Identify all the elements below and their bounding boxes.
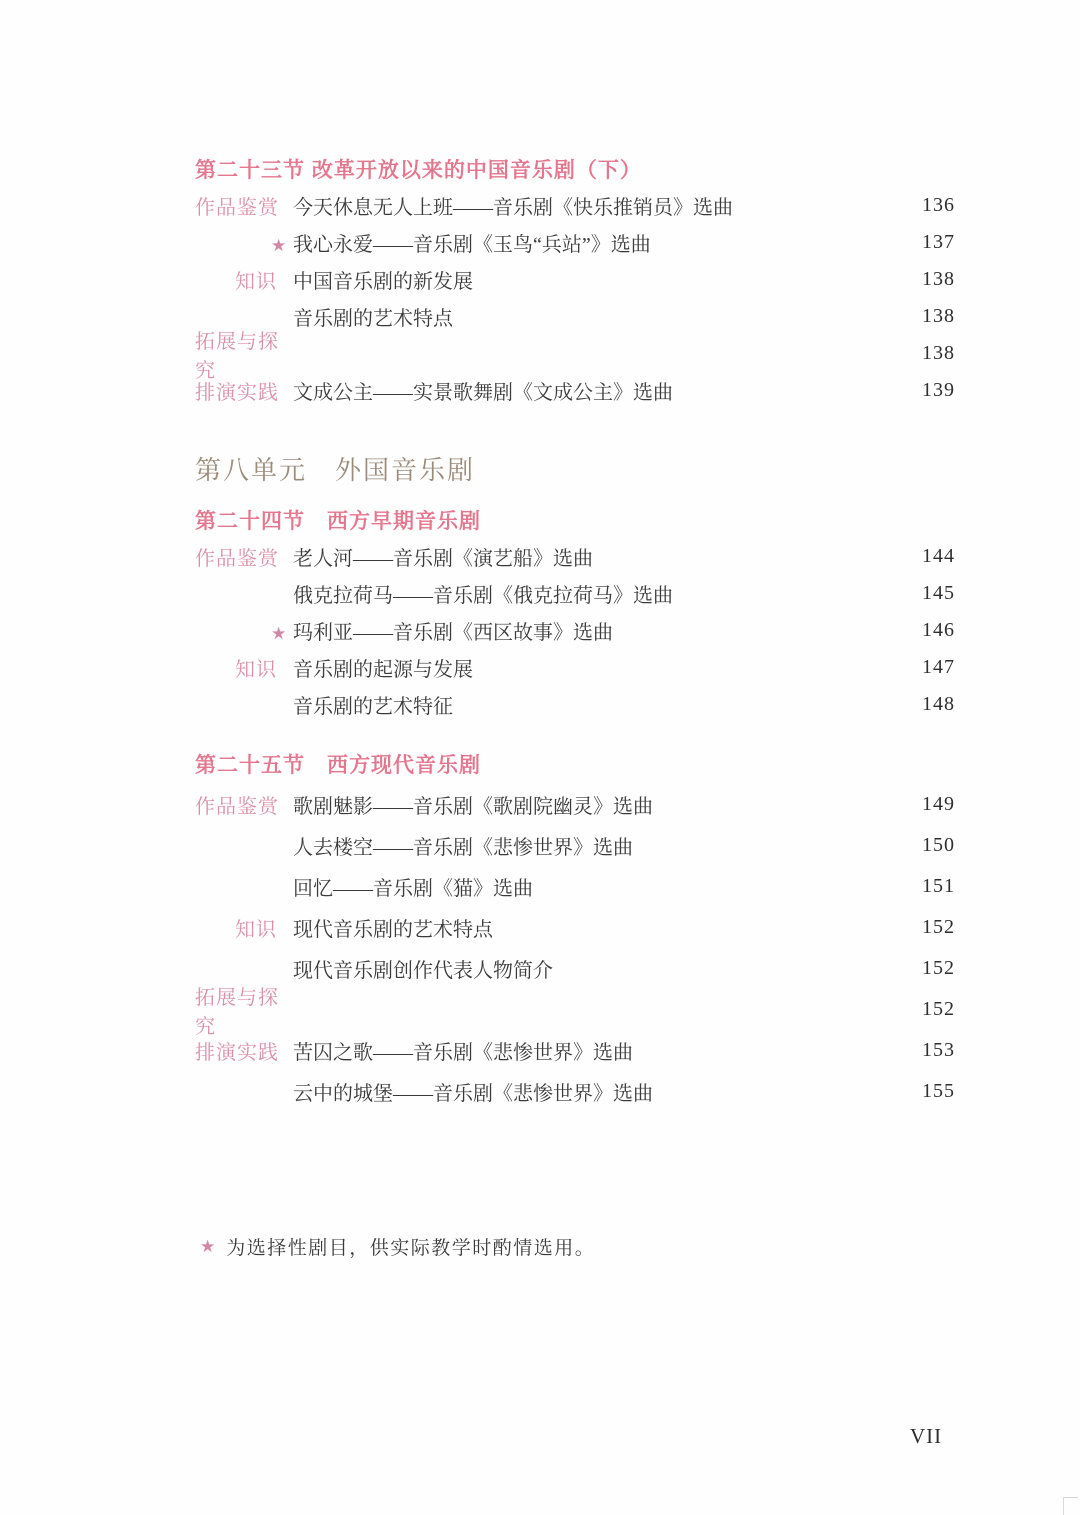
toc-entry-title-text: 文成公主——实景歌舞剧《文成公主》选曲 bbox=[293, 382, 673, 404]
section-block bbox=[195, 150, 955, 409]
toc-entry-page: 151 bbox=[922, 875, 955, 897]
toc-entry bbox=[195, 224, 955, 261]
toc-entry-title bbox=[293, 302, 911, 331]
scan-corner-artifact bbox=[1063, 1497, 1078, 1515]
star-icon: ★ bbox=[271, 236, 287, 255]
toc-entry-page: 152 bbox=[922, 998, 955, 1020]
toc-entry-title-text: 今天休息无人上班——音乐剧《快乐推销员》选曲 bbox=[293, 197, 733, 219]
toc-entry bbox=[195, 330, 955, 382]
toc-entry-title-text: 现代音乐剧的艺术特点 bbox=[293, 919, 493, 941]
toc-entry-title bbox=[293, 790, 911, 819]
toc-entry-title bbox=[293, 542, 911, 571]
toc-category-label: 排演实践 bbox=[195, 382, 279, 404]
toc-entry-page: 147 bbox=[922, 656, 955, 678]
toc-entry-title-text: 人去楼空——音乐剧《悲惨世界》选曲 bbox=[293, 837, 633, 859]
toc-entry-title-text: 音乐剧的起源与发展 bbox=[293, 659, 473, 681]
toc-entry-title bbox=[293, 954, 911, 983]
star-icon: ★ bbox=[200, 1236, 216, 1256]
toc-entry-page: 152 bbox=[922, 916, 955, 938]
toc-entry-page: 139 bbox=[922, 379, 955, 401]
footnote bbox=[200, 1233, 595, 1260]
toc-entry-page: 144 bbox=[922, 545, 955, 567]
toc-entry-page: 137 bbox=[922, 231, 955, 253]
toc-entry-page: 152 bbox=[922, 957, 955, 979]
toc-entry-title-text: 现代音乐剧创作代表人物简介 bbox=[293, 960, 553, 982]
toc-entry-title-text: 玛利亚——音乐剧《西区故事》选曲 bbox=[293, 622, 613, 644]
toc-entry-title-text: 俄克拉荷马——音乐剧《俄克拉荷马》选曲 bbox=[293, 585, 673, 607]
footnote-text: 为选择性剧目，供实际教学时酌情选用。 bbox=[226, 1238, 596, 1259]
toc-entry bbox=[195, 948, 955, 989]
toc-entry-page: 146 bbox=[922, 619, 955, 641]
toc-entry-page: 148 bbox=[922, 693, 955, 715]
toc-entry-title bbox=[293, 690, 911, 719]
toc-entry-title-text: 我心永爱——音乐剧《玉鸟“兵站”》选曲 bbox=[293, 234, 651, 256]
toc-entry-title-text: 音乐剧的艺术特征 bbox=[293, 696, 453, 718]
toc-entry bbox=[195, 372, 955, 409]
toc-entry-title bbox=[271, 616, 911, 645]
toc-entry-title-text: 云中的城堡——音乐剧《悲惨世界》选曲 bbox=[293, 1083, 653, 1105]
toc-entry-page: 138 bbox=[922, 305, 955, 327]
toc-entry-title-text: 苦囚之歌——音乐剧《悲惨世界》选曲 bbox=[293, 1042, 633, 1064]
toc-entry bbox=[195, 825, 955, 866]
section-heading: 第二十五节 西方现代音乐剧 bbox=[195, 753, 481, 777]
toc-entry bbox=[195, 261, 955, 298]
toc-entry-title bbox=[293, 831, 911, 860]
toc-entry-title bbox=[271, 228, 911, 257]
toc-category-label: 知识 bbox=[235, 919, 277, 941]
toc-entry-page: 138 bbox=[922, 268, 955, 290]
section-block bbox=[195, 743, 955, 1112]
toc-entry-page: 145 bbox=[922, 582, 955, 604]
toc-entry bbox=[195, 986, 955, 1038]
toc-entry bbox=[195, 538, 955, 575]
toc-entry-title bbox=[293, 1036, 911, 1065]
toc-entry bbox=[195, 866, 955, 907]
toc-entry-title bbox=[293, 653, 911, 682]
toc-entry-title-text: 回忆——音乐剧《猫》选曲 bbox=[293, 878, 533, 900]
toc-entry-page: 149 bbox=[922, 793, 955, 815]
toc-list bbox=[195, 150, 955, 1112]
toc-category-label: 作品鉴赏 bbox=[195, 197, 279, 219]
section-block bbox=[195, 501, 955, 723]
toc-category-label: 作品鉴赏 bbox=[195, 796, 279, 818]
toc-entry bbox=[195, 1071, 955, 1112]
toc-entry bbox=[195, 907, 955, 948]
toc-category-label: 作品鉴赏 bbox=[195, 548, 279, 570]
toc-entry-page: 153 bbox=[922, 1039, 955, 1061]
section-heading: 第二十三节 改革开放以来的中国音乐剧（下） bbox=[195, 158, 642, 182]
toc-entry-title bbox=[293, 913, 911, 942]
toc-entry-title bbox=[293, 872, 911, 901]
toc-entry-title bbox=[293, 376, 911, 405]
toc-entry-page: 138 bbox=[922, 342, 955, 364]
toc-entry bbox=[195, 1030, 955, 1071]
toc-entry-page: 150 bbox=[922, 834, 955, 856]
toc-category-label: 知识 bbox=[235, 271, 277, 293]
toc-entry-title-text: 中国音乐剧的新发展 bbox=[293, 271, 473, 293]
toc-entry bbox=[195, 612, 955, 649]
page-number: VII bbox=[910, 1424, 943, 1448]
toc-entry-title bbox=[293, 579, 911, 608]
toc-category-label: 拓展与探究 bbox=[195, 330, 279, 382]
toc-entry-title bbox=[293, 1077, 911, 1106]
toc-entry-page: 155 bbox=[922, 1080, 955, 1102]
toc-entry bbox=[195, 187, 955, 224]
toc-entry bbox=[195, 649, 955, 686]
toc-entry-title-text: 歌剧魅影——音乐剧《歌剧院幽灵》选曲 bbox=[293, 796, 653, 818]
unit-heading: 第八单元 外国音乐剧 bbox=[195, 455, 476, 485]
toc-entry-title bbox=[293, 191, 911, 220]
toc-entry-title-text: 老人河——音乐剧《演艺船》选曲 bbox=[293, 548, 593, 570]
star-icon: ★ bbox=[271, 624, 287, 643]
toc-entry bbox=[195, 686, 955, 723]
toc-category-label: 知识 bbox=[235, 659, 277, 681]
toc-entry-title bbox=[293, 265, 911, 294]
toc-entry-page: 136 bbox=[922, 194, 955, 216]
toc-category-label: 排演实践 bbox=[195, 1042, 279, 1064]
toc-entry bbox=[195, 575, 955, 612]
toc-entry bbox=[195, 784, 955, 825]
toc-category-label: 拓展与探究 bbox=[195, 986, 279, 1038]
toc-entry bbox=[195, 298, 955, 335]
toc-entry-title-text: 音乐剧的艺术特点 bbox=[293, 308, 453, 330]
unit-block bbox=[195, 443, 955, 493]
section-heading: 第二十四节 西方早期音乐剧 bbox=[195, 509, 481, 533]
